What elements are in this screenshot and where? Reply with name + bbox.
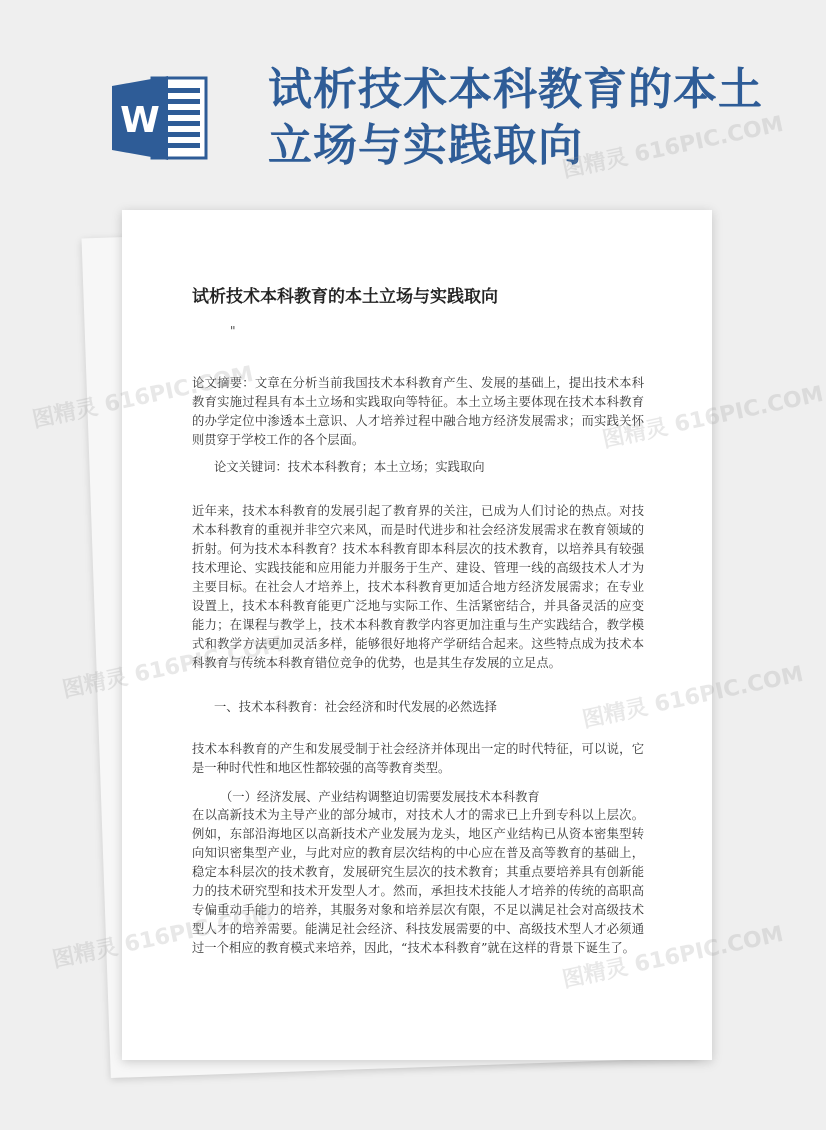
section-heading-1: 一、技术本科教育：社会经济和时代发展的必然选择 [214,700,497,714]
banner-title: 试析技术本科教育的本土立场与实践取向 [268,64,763,171]
document-page [122,210,712,1060]
body-paragraph-3: 在以高新技术为主导产业的部分城市，对技术人才的需求已上升到专科以上层次。例如，东部沿海地区以高新技术产业发展为龙头，地区产业结构已从资本密集型转向知识密集型产业，与此对应的教育层次结构的中心应在普及高等教育的基础上，稳定本科层次的技术教育，发展研究生层次的技术教育；其重点要培养具有创新能力的技术研究型和技术开发型人才。然而，承担技术技能人才培养的传统的高职高专偏重动手能力的培养，其服务对象和培养层次有限，不足以满足社会对高级技术型人才的培养需要。能满足社会经济、科技发展需要的中、高级技术型人才必须通过一个相应的教育模式来培养，因此，“技术本科教育”就在这样的背景下诞生了。 [192,808,644,955]
quote-mark: " [230,324,236,338]
header-banner [0,0,800,210]
watermark-5: 图精灵 616PIC.COM [580,661,806,734]
watermark-6: 图精灵 616PIC.COM [50,901,276,974]
subsection-heading-1: （一）经济发展、产业结构调整迫切需要发展技术本科教育 [220,790,540,804]
abstract-paragraph: 论文摘要：文章在分析当前我国技术本科教育产生、发展的基础上，提出技术本科教育实施过程具有本土立场和实践取向等特征。本土立场主要体现在技术本科教育的办学定位中渗透本土意识、人才培养过程中融合地方经济发展需求；而实践关怀则贯穿于学校工作的各个层面。 [192,376,644,447]
watermark-7: 图精灵 616PIC.COM [560,921,786,994]
watermark-2: 图精灵 616PIC.COM [30,361,256,434]
watermark-1: 图精灵 616PIC.COM [560,111,786,184]
keywords-line: 论文关键词：技术本科教育；本土立场；实践取向 [214,460,485,474]
document-title: 试析技术本科教育的本土立场与实践取向 [192,287,498,307]
word-icon-letter: W [120,100,160,141]
word-document-icon [110,72,210,164]
watermark-3: 图精灵 616PIC.COM [600,381,826,454]
body-paragraph-2: 技术本科教育的产生和发展受制于社会经济并体现出一定的时代特征，可以说，它是一种时代性和地区性都较强的高等教育类型。 [192,742,644,775]
intro-paragraph: 近年来，技术本科教育的发展引起了教育界的关注，已成为人们讨论的热点。对技术本科教育的重视并非空穴来风，而是时代进步和社会经济发展需求在教育领域的折射。何为技术本科教育？技术本科教育即本科层次的技术教育，以培养具有较强技术理论、实践技能和应用能力并服务于生产、建设、管理一线的高级技术人才为主要目标。在社会人才培养上，技术本科教育更加适合地方经济发展需求；在专业设置上，技术本科教育能更广泛地与实际工作、生活紧密结合，并具备灵活的应变能力；在课程与教学上，技术本科教育教学内容更加注重与生产实践结合，教学模式和教学方法更加灵活多样，能够很好地将产学研结合起来。这些特点成为技术本科教育与传统本科教育错位竞争的优势，也是其生存发展的立足点。 [192,504,644,670]
watermark-4: 图精灵 616PIC.COM [60,631,286,704]
